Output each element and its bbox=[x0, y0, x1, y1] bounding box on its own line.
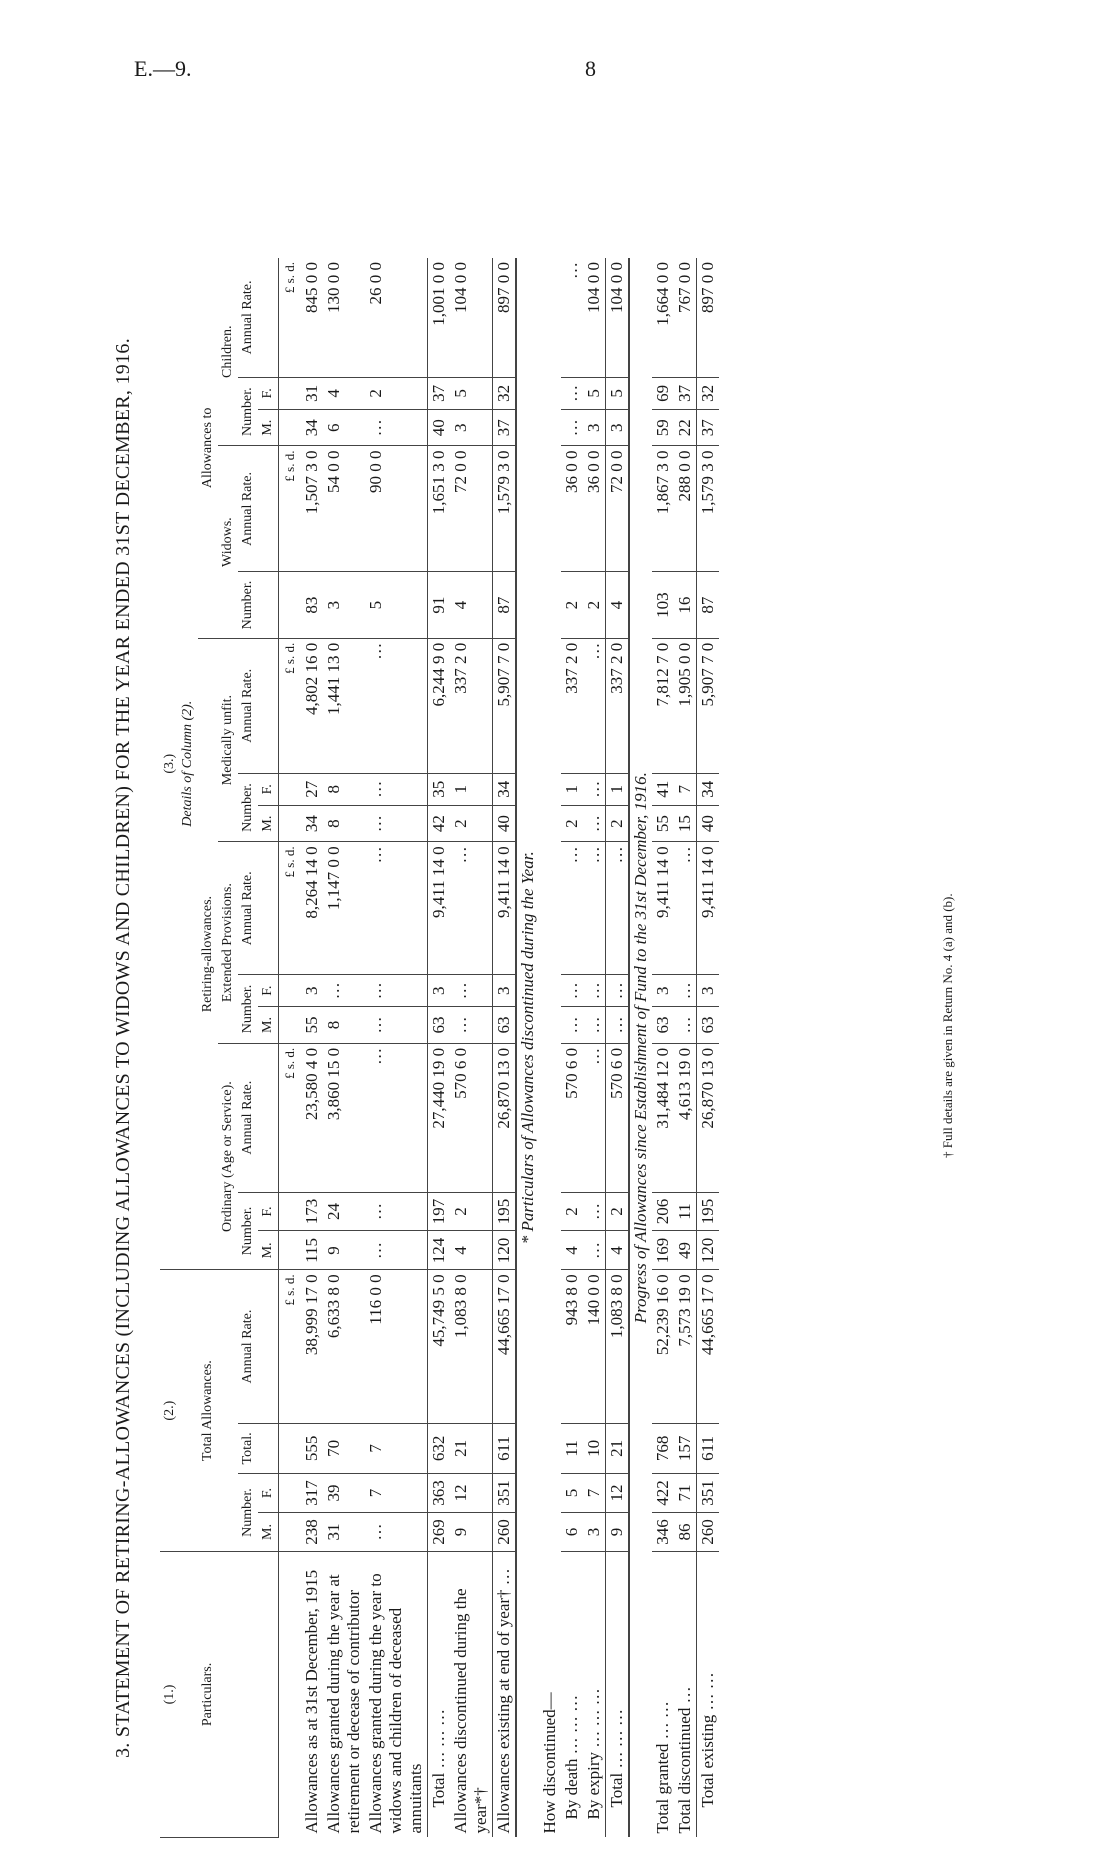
table-cell: … bbox=[365, 1513, 428, 1552]
annual-rate-heading: Annual Rate. bbox=[238, 446, 279, 572]
table-cell: 2 bbox=[450, 1192, 493, 1231]
table-cell: 570 6 0 bbox=[606, 1043, 630, 1192]
table-cell: 6 bbox=[323, 409, 365, 446]
table-cell: 27,440 19 0 bbox=[428, 1043, 451, 1192]
table-cell: 37 bbox=[493, 409, 517, 446]
table-cell: 5 bbox=[450, 377, 493, 409]
table-cell: 157 bbox=[674, 1423, 697, 1473]
table-cell: 5,907 7 0 bbox=[697, 638, 720, 773]
number-heading: Number. bbox=[238, 572, 279, 638]
table-cell: 10 bbox=[583, 1423, 606, 1473]
currency-units: £ s. d. bbox=[279, 446, 302, 572]
table-cell: 3 bbox=[323, 572, 365, 638]
table-cell: 26,870 13 0 bbox=[697, 1043, 720, 1192]
retiring-allowances-table bbox=[160, 258, 719, 1838]
table-cell: … bbox=[583, 1007, 606, 1044]
table-cell: 7 bbox=[583, 1474, 606, 1513]
table-cell: 346 bbox=[652, 1513, 674, 1552]
currency-units: £ s. d. bbox=[279, 1043, 302, 1192]
table-cell: 238 bbox=[301, 1513, 323, 1552]
retiring-heading: Retiring-allowances. bbox=[198, 638, 218, 1270]
table-cell: 943 8 0 bbox=[561, 1270, 583, 1423]
table-cell: 115 bbox=[301, 1231, 323, 1270]
table-cell: 1 bbox=[450, 773, 493, 805]
table-cell: 4 bbox=[450, 572, 493, 638]
annual-rate-heading: Annual Rate. bbox=[238, 1270, 279, 1423]
currency-units: £ s. d. bbox=[279, 638, 302, 773]
table-cell: 3 bbox=[450, 409, 493, 446]
table-cell: 555 bbox=[301, 1423, 323, 1473]
table-row bbox=[428, 258, 451, 1838]
table-cell: 11 bbox=[561, 1423, 583, 1473]
row-label: Allowances existing at end of year† … bbox=[493, 1551, 517, 1837]
table-cell: 351 bbox=[697, 1474, 720, 1513]
table-cell: 4 bbox=[606, 1231, 630, 1270]
table-cell: 337 2 0 bbox=[561, 638, 583, 773]
table-cell: 44,665 17 0 bbox=[493, 1270, 517, 1423]
table-cell: … bbox=[365, 805, 428, 842]
table-cell: 63 bbox=[493, 1007, 517, 1044]
table-cell: 34 bbox=[697, 773, 720, 805]
table-cell: 52,239 16 0 bbox=[652, 1270, 674, 1423]
table-cell: 72 0 0 bbox=[450, 446, 493, 572]
table-cell: 9 bbox=[450, 1513, 493, 1552]
row-label: By expiry … … … bbox=[584, 1688, 603, 1820]
table-cell: 31 bbox=[323, 1513, 365, 1552]
table-cell: 23,580 4 0 bbox=[301, 1043, 323, 1192]
particulars-heading: Particulars. bbox=[198, 1551, 279, 1837]
table-cell: 55 bbox=[652, 805, 674, 842]
table-cell: 4 bbox=[561, 1231, 583, 1270]
table-cell: 42 bbox=[428, 805, 451, 842]
table-cell: 12 bbox=[450, 1474, 493, 1513]
table-cell: 197 bbox=[428, 1192, 451, 1231]
table-cell: 3,860 15 0 bbox=[323, 1043, 365, 1192]
medically-heading: Medically unfit. bbox=[218, 638, 238, 842]
table-cell: 767 0 0 bbox=[674, 258, 697, 377]
total-heading: Total. bbox=[238, 1423, 279, 1473]
currency-units: £ s. d. bbox=[279, 842, 302, 975]
table-row bbox=[450, 258, 493, 1838]
table-cell: 38,999 17 0 bbox=[301, 1270, 323, 1423]
table-cell: 6 bbox=[561, 1513, 583, 1552]
table-cell: … bbox=[606, 1007, 630, 1044]
table-cell: 363 bbox=[428, 1474, 451, 1513]
table-cell: 3 bbox=[493, 975, 517, 1007]
table-cell: 1,441 13 0 bbox=[323, 638, 365, 773]
number-heading: Number. bbox=[238, 377, 258, 446]
table-cell: 37 bbox=[428, 377, 451, 409]
table-cell: 2 bbox=[583, 572, 606, 638]
table-cell: 3 bbox=[583, 409, 606, 446]
currency-units: £ s. d. bbox=[279, 258, 302, 377]
table-cell: 103 bbox=[652, 572, 674, 638]
details-heading: Details of Column (2). bbox=[180, 700, 195, 827]
page-code: E.—9. bbox=[134, 56, 192, 81]
table-cell: … bbox=[674, 975, 697, 1007]
table-cell: 1,001 0 0 bbox=[428, 258, 451, 377]
table-cell: … bbox=[323, 975, 365, 1007]
table-cell: 124 bbox=[428, 1231, 451, 1270]
table-cell: 5,907 7 0 bbox=[493, 638, 517, 773]
table-cell: … bbox=[606, 975, 630, 1007]
table-cell: … bbox=[450, 975, 493, 1007]
table-cell: 1,579 3 0 bbox=[697, 446, 720, 572]
table-cell: 9,411 14 0 bbox=[697, 842, 720, 975]
table-row bbox=[674, 258, 697, 1838]
table-row bbox=[365, 258, 428, 1838]
table-cell: 570 6 0 bbox=[450, 1043, 493, 1192]
table-cell: … bbox=[365, 773, 428, 805]
table-cell: 195 bbox=[697, 1192, 720, 1231]
female-heading: F. bbox=[258, 975, 279, 1007]
table-cell: 169 bbox=[652, 1231, 674, 1270]
table-cell: 1,579 3 0 bbox=[493, 446, 517, 572]
table-cell: 1,147 0 0 bbox=[323, 842, 365, 975]
table-cell: 91 bbox=[428, 572, 451, 638]
table-cell: 35 bbox=[428, 773, 451, 805]
table-cell: 2 bbox=[561, 805, 583, 842]
table-cell: … bbox=[450, 1007, 493, 1044]
table-cell: 9,411 14 0 bbox=[428, 842, 451, 975]
table-row bbox=[652, 258, 674, 1838]
table-cell: … bbox=[561, 842, 583, 975]
table-cell: 104 0 0 bbox=[606, 258, 630, 377]
table-cell: 87 bbox=[697, 572, 720, 638]
table-cell: 83 bbox=[301, 572, 323, 638]
table-row bbox=[301, 258, 323, 1838]
table-cell: … bbox=[583, 773, 606, 805]
table-cell: … bbox=[365, 1043, 428, 1192]
table-cell: 337 2 0 bbox=[606, 638, 630, 773]
table-cell: 8 bbox=[323, 805, 365, 842]
table-cell: 4,613 19 0 bbox=[674, 1043, 697, 1192]
how-discontinued-heading: How discontinued— bbox=[540, 1692, 559, 1834]
table-cell: 337 2 0 bbox=[450, 638, 493, 773]
table-cell: 39 bbox=[323, 1474, 365, 1513]
table-cell: 2 bbox=[561, 1192, 583, 1231]
table-cell: … bbox=[583, 975, 606, 1007]
row-label: Total granted … … bbox=[653, 1701, 672, 1834]
table-cell: 63 bbox=[428, 1007, 451, 1044]
table-cell: 1 bbox=[606, 773, 630, 805]
table-cell: 3 bbox=[606, 409, 630, 446]
table-cell: 570 6 0 bbox=[561, 1043, 583, 1192]
row-label: Total … … … bbox=[606, 1551, 630, 1837]
table-cell: … bbox=[561, 975, 583, 1007]
table-cell: 34 bbox=[493, 773, 517, 805]
table-cell: … bbox=[583, 805, 606, 842]
table-row bbox=[323, 258, 365, 1838]
table-cell: … bbox=[450, 842, 493, 975]
table-cell: 34 bbox=[301, 409, 323, 446]
row-label: Allowances granted during the year at retirement or decease of contributor bbox=[324, 1574, 363, 1834]
table-cell: 195 bbox=[493, 1192, 517, 1231]
table-cell: 31 bbox=[301, 377, 323, 409]
table-cell: 90 0 0 bbox=[365, 446, 428, 572]
table-cell: … bbox=[561, 1007, 583, 1044]
table-cell: … bbox=[674, 1007, 697, 1044]
table-cell: 6,244 9 0 bbox=[428, 638, 451, 773]
table-cell: 21 bbox=[606, 1423, 630, 1473]
male-heading: M. bbox=[258, 409, 279, 446]
table-cell: … bbox=[365, 1231, 428, 1270]
table-cell: … bbox=[561, 258, 583, 377]
table-row bbox=[583, 258, 606, 1838]
table-cell: 288 0 0 bbox=[674, 446, 697, 572]
table-cell: … bbox=[583, 1043, 606, 1192]
male-heading: M. bbox=[258, 805, 279, 842]
table-row bbox=[606, 258, 630, 1838]
female-heading: F. bbox=[258, 1192, 279, 1231]
table-cell: 4 bbox=[450, 1231, 493, 1270]
table-cell: 611 bbox=[697, 1423, 720, 1473]
table-cell: 7,812 7 0 bbox=[652, 638, 674, 773]
table-cell: 116 0 0 bbox=[365, 1270, 428, 1423]
table-cell: 44,665 17 0 bbox=[697, 1270, 720, 1423]
table-cell: 4 bbox=[323, 377, 365, 409]
table-cell: 1,083 8 0 bbox=[606, 1270, 630, 1423]
table-cell: … bbox=[674, 842, 697, 975]
row-label: Total existing … … bbox=[697, 1551, 720, 1837]
table-cell: 104 0 0 bbox=[450, 258, 493, 377]
table-cell: 1,507 3 0 bbox=[301, 446, 323, 572]
children-heading: Children. bbox=[218, 258, 238, 446]
table-cell: 130 0 0 bbox=[323, 258, 365, 377]
table-cell: 260 bbox=[493, 1513, 517, 1552]
table-cell: 2 bbox=[450, 805, 493, 842]
table-row bbox=[697, 258, 720, 1838]
table-cell: 7,573 19 0 bbox=[674, 1270, 697, 1423]
table-cell: … bbox=[365, 1007, 428, 1044]
main-rows bbox=[301, 258, 516, 1838]
table-cell: 45,749 5 0 bbox=[428, 1270, 451, 1423]
table-cell: … bbox=[583, 1192, 606, 1231]
table-cell: 2 bbox=[606, 1192, 630, 1231]
table-cell: 36 0 0 bbox=[561, 446, 583, 572]
table-cell: … bbox=[606, 842, 630, 975]
table-cell: 9 bbox=[606, 1513, 630, 1552]
table-cell: 9,411 14 0 bbox=[652, 842, 674, 975]
row-label: By death … … … bbox=[562, 1694, 581, 1820]
currency-units: £ s. d. bbox=[279, 1270, 302, 1423]
table-title: 3. STATEMENT OF RETIRING-ALLOWANCES (INCLUDING ALLOWANCES TO WIDOWS AND CHILDREN) FOR THE YEAR ENDED 31ST DECEMBER, 1916. bbox=[112, 337, 134, 1759]
table-cell: 16 bbox=[674, 572, 697, 638]
annual-rate-heading: Annual Rate. bbox=[238, 842, 279, 975]
row-label: Total discontinued … bbox=[675, 1686, 694, 1834]
table-cell: 41 bbox=[652, 773, 674, 805]
table-cell: 317 bbox=[301, 1474, 323, 1513]
table-cell: 59 bbox=[652, 409, 674, 446]
table-cell: 4,802 16 0 bbox=[301, 638, 323, 773]
discontinued-rows bbox=[539, 258, 629, 1838]
table-cell: 40 bbox=[493, 805, 517, 842]
female-heading: F. bbox=[258, 1474, 279, 1513]
total-allowances-heading: Total Allowances. bbox=[198, 1270, 238, 1552]
table-cell: 54 0 0 bbox=[323, 446, 365, 572]
table-cell: 3 bbox=[301, 975, 323, 1007]
progress-caption: Progress of Allowances since Establishment of Fund to the 31st December, 1916. bbox=[629, 258, 652, 1838]
table-cell: 3 bbox=[652, 975, 674, 1007]
table-cell: 70 bbox=[323, 1423, 365, 1473]
table-cell: 206 bbox=[652, 1192, 674, 1231]
table-cell: 3 bbox=[428, 975, 451, 1007]
table-cell: 120 bbox=[493, 1231, 517, 1270]
table-cell: 37 bbox=[697, 409, 720, 446]
table-cell: 5 bbox=[365, 572, 428, 638]
table-cell: … bbox=[365, 842, 428, 975]
table-cell: 40 bbox=[428, 409, 451, 446]
table-cell: 845 0 0 bbox=[301, 258, 323, 377]
table-cell: 26,870 13 0 bbox=[493, 1043, 517, 1192]
table-cell: 897 0 0 bbox=[697, 258, 720, 377]
table-cell: 7 bbox=[365, 1474, 428, 1513]
annual-rate-heading: Annual Rate. bbox=[238, 638, 279, 773]
table-cell: … bbox=[365, 1192, 428, 1231]
row-label: Allowances as at 31st December, 1915 bbox=[302, 1569, 321, 1834]
table-cell: 87 bbox=[493, 572, 517, 638]
allowances-to-heading: Allowances to bbox=[198, 258, 218, 638]
table-cell: 3 bbox=[697, 975, 720, 1007]
table-cell: 40 bbox=[697, 805, 720, 842]
table-cell: 2 bbox=[365, 377, 428, 409]
table-cell: 1 bbox=[561, 773, 583, 805]
female-heading: F. bbox=[258, 377, 279, 409]
table-cell: 86 bbox=[674, 1513, 697, 1552]
table-cell: 63 bbox=[652, 1007, 674, 1044]
table-row bbox=[493, 258, 517, 1838]
col-2-label: (2.) bbox=[160, 1270, 198, 1552]
table-cell: … bbox=[365, 409, 428, 446]
table-cell: … bbox=[365, 638, 428, 773]
ordinary-heading: Ordinary (Age or Service). bbox=[218, 1043, 238, 1270]
table-cell: 11 bbox=[674, 1192, 697, 1231]
col-1-label: (1.) bbox=[160, 1551, 198, 1837]
table-cell: 351 bbox=[493, 1474, 517, 1513]
table-cell: … bbox=[561, 409, 583, 446]
table-cell: 120 bbox=[697, 1231, 720, 1270]
table-cell: 26 0 0 bbox=[365, 258, 428, 377]
table-cell: 8 bbox=[323, 773, 365, 805]
table-cell: 72 0 0 bbox=[606, 446, 630, 572]
male-heading: M. bbox=[258, 1231, 279, 1270]
table-cell: 34 bbox=[301, 805, 323, 842]
table-cell: 49 bbox=[674, 1231, 697, 1270]
table-cell: 21 bbox=[450, 1423, 493, 1473]
table-cell: 69 bbox=[652, 377, 674, 409]
table-cell: 55 bbox=[301, 1007, 323, 1044]
rotated-table-sheet bbox=[112, 258, 992, 1838]
table-cell: 768 bbox=[652, 1423, 674, 1473]
table-cell: 2 bbox=[606, 805, 630, 842]
table-cell: … bbox=[561, 377, 583, 409]
table-cell: 104 0 0 bbox=[583, 258, 606, 377]
table-cell: 7 bbox=[674, 773, 697, 805]
table-cell: 63 bbox=[697, 1007, 720, 1044]
table-cell: 611 bbox=[493, 1423, 517, 1473]
table-cell: 632 bbox=[428, 1423, 451, 1473]
male-heading: M. bbox=[258, 1513, 279, 1552]
table-cell: … bbox=[365, 975, 428, 1007]
col-3-number: (3.) bbox=[162, 753, 177, 774]
table-cell: 5 bbox=[583, 377, 606, 409]
number-heading: Number. bbox=[238, 1474, 258, 1552]
table-cell: 4 bbox=[606, 572, 630, 638]
row-label: Allowances discontinued during the year*† bbox=[451, 1588, 490, 1834]
table-cell: 1,083 8 0 bbox=[450, 1270, 493, 1423]
table-cell: 5 bbox=[606, 377, 630, 409]
male-heading: M. bbox=[258, 1007, 279, 1044]
table-cell: 32 bbox=[697, 377, 720, 409]
table-cell: 1,664 0 0 bbox=[652, 258, 674, 377]
number-heading: Number. bbox=[238, 1192, 258, 1270]
table-cell: 8,264 14 0 bbox=[301, 842, 323, 975]
table-cell: 37 bbox=[674, 377, 697, 409]
table-cell: 32 bbox=[493, 377, 517, 409]
row-label: Allowances granted during the year to widows and children of deceased annuitants bbox=[366, 1573, 425, 1834]
table-cell: 7 bbox=[365, 1423, 428, 1473]
table-cell: 3 bbox=[583, 1513, 606, 1552]
table-cell: … bbox=[583, 638, 606, 773]
table-cell: 9 bbox=[323, 1231, 365, 1270]
table-cell: 260 bbox=[697, 1513, 720, 1552]
number-heading: Number. bbox=[238, 773, 258, 842]
table-cell: 36 0 0 bbox=[583, 446, 606, 572]
footnote: † Full details are given in Return No. 4 (a) and (b). bbox=[940, 893, 955, 1158]
extended-heading: Extended Provisions. bbox=[218, 842, 238, 1043]
table-cell: 27 bbox=[301, 773, 323, 805]
table-cell: 1,867 3 0 bbox=[652, 446, 674, 572]
table-cell: 15 bbox=[674, 805, 697, 842]
table-cell: 897 0 0 bbox=[493, 258, 517, 377]
progress-rows bbox=[652, 258, 719, 1838]
table-cell: 1,651 3 0 bbox=[428, 446, 451, 572]
annual-rate-heading: Annual Rate. bbox=[238, 1043, 279, 1192]
table-cell: 173 bbox=[301, 1192, 323, 1231]
table-cell: 24 bbox=[323, 1192, 365, 1231]
col-3-label bbox=[160, 258, 198, 1270]
table-cell: 422 bbox=[652, 1474, 674, 1513]
table-cell: 2 bbox=[561, 572, 583, 638]
table-cell: 5 bbox=[561, 1474, 583, 1513]
table-cell: 6,633 8 0 bbox=[323, 1270, 365, 1423]
number-heading: Number. bbox=[238, 975, 258, 1044]
table-cell: 1,905 0 0 bbox=[674, 638, 697, 773]
table-cell: … bbox=[583, 842, 606, 975]
table-cell: 31,484 12 0 bbox=[652, 1043, 674, 1192]
table-cell: 8 bbox=[323, 1007, 365, 1044]
table-cell: 71 bbox=[674, 1474, 697, 1513]
table-row bbox=[561, 258, 583, 1838]
female-heading: F. bbox=[258, 773, 279, 805]
discontinued-caption: * Particulars of Allowances discontinued during the Year. bbox=[516, 258, 539, 1838]
table-cell: 22 bbox=[674, 409, 697, 446]
annual-rate-heading: Annual Rate. bbox=[238, 258, 279, 377]
table-cell: 9,411 14 0 bbox=[493, 842, 517, 975]
row-label: Total … … … bbox=[428, 1551, 451, 1837]
table-cell: 140 0 0 bbox=[583, 1270, 606, 1423]
table-cell: 12 bbox=[606, 1474, 630, 1513]
table-cell: 269 bbox=[428, 1513, 451, 1552]
table-cell: … bbox=[583, 1231, 606, 1270]
page-number: 8 bbox=[585, 56, 596, 81]
widows-heading: Widows. bbox=[218, 446, 238, 638]
